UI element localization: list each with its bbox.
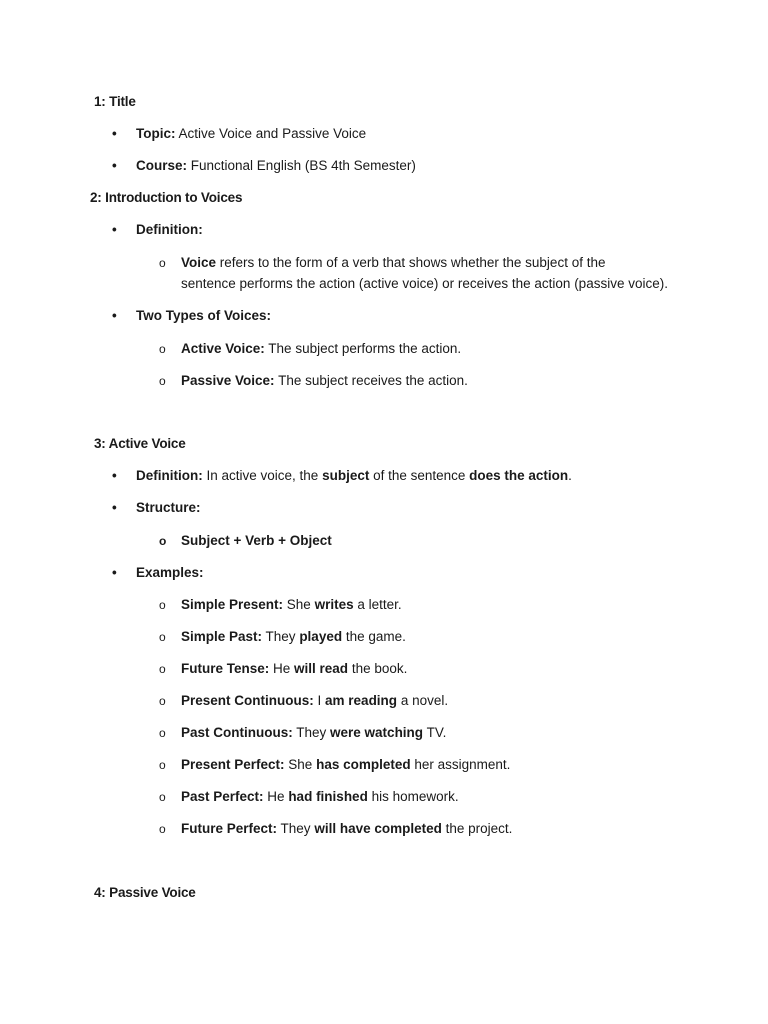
- example-label: Past Perfect:: [181, 789, 264, 804]
- example-verb: will have completed: [314, 821, 442, 836]
- example-pre: I: [313, 693, 326, 708]
- example-verb: played: [299, 629, 343, 644]
- topic-label: Topic:: [136, 126, 176, 141]
- example-verb: will read: [294, 661, 349, 676]
- voice-definition-line-2: sentence performs the action (active voice) or receives the action (passive voice).: [181, 276, 668, 291]
- example-pre: They: [262, 629, 300, 644]
- example-item: [181, 596, 402, 614]
- example-verb: has completed: [316, 757, 411, 772]
- active-definition-text-3: .: [568, 468, 572, 483]
- active-voice-text: The subject performs the action.: [264, 341, 462, 356]
- structure-label: • Structure:: [136, 499, 201, 517]
- example-label: Present Perfect:: [181, 757, 285, 772]
- active-voice-label: Active Voice:: [181, 341, 265, 356]
- example-item: [181, 788, 459, 806]
- example-verb: writes: [314, 597, 354, 612]
- passive-voice-label: Passive Voice:: [181, 373, 275, 388]
- example-verb: am reading: [325, 693, 398, 708]
- example-item: [181, 756, 510, 774]
- topic-text: Active Voice and Passive Voice: [175, 126, 367, 141]
- example-label: Present Continuous:: [181, 693, 314, 708]
- example-label: Simple Past:: [181, 629, 263, 644]
- active-voice-item: [181, 340, 461, 358]
- example-post: her assignment.: [410, 757, 511, 772]
- example-post: the project.: [441, 821, 513, 836]
- example-pre: She: [284, 757, 317, 772]
- example-item: [181, 724, 446, 742]
- example-label: Future Tense:: [181, 661, 270, 676]
- example-label: Simple Present:: [181, 597, 284, 612]
- passive-voice-text: The subject receives the action.: [274, 373, 468, 388]
- example-item: [181, 692, 448, 710]
- section-3-heading: 3: Active Voice: [94, 436, 186, 451]
- example-post: a novel.: [397, 693, 449, 708]
- section-4-heading: 4: Passive Voice: [94, 885, 196, 900]
- active-definition-bold-2: does the action: [469, 468, 569, 483]
- active-definition-text-1: In active voice, the: [202, 468, 323, 483]
- example-label: Past Continuous:: [181, 725, 293, 740]
- example-verb: had finished: [288, 789, 368, 804]
- example-post: TV.: [423, 725, 447, 740]
- course-text: Functional English (BS 4th Semester): [187, 158, 416, 173]
- section-2-heading: 2: Introduction to Voices: [90, 190, 243, 205]
- example-pre: They: [277, 821, 315, 836]
- section-1-heading: 1: Title: [94, 94, 136, 109]
- example-label: Future Perfect:: [181, 821, 278, 836]
- example-item: [181, 820, 512, 838]
- examples-label: • Examples:: [136, 564, 204, 582]
- example-post: his homework.: [367, 789, 459, 804]
- example-post: the game.: [342, 629, 406, 644]
- topic-item: [136, 125, 366, 143]
- voice-definition-line-1: [181, 254, 605, 272]
- example-post: the book.: [348, 661, 408, 676]
- structure-formula: o Subject + Verb + Object: [181, 532, 332, 550]
- example-post: a letter.: [353, 597, 402, 612]
- passive-voice-item: [181, 372, 468, 390]
- course-item: [136, 157, 416, 175]
- example-pre: They: [292, 725, 331, 740]
- active-definition-bold-1: subject: [322, 468, 370, 483]
- types-label: • Two Types of Voices:: [136, 307, 271, 325]
- example-verb: were watching: [330, 725, 424, 740]
- example-pre: He: [263, 789, 289, 804]
- example-pre: He: [269, 661, 295, 676]
- example-pre: She: [283, 597, 315, 612]
- active-definition-item: [136, 467, 572, 485]
- voice-text-1: refers to the form of a verb that shows whether the subject of the: [216, 255, 606, 270]
- course-label: Course:: [136, 158, 188, 173]
- example-item: [181, 628, 406, 646]
- definition-label: • Definition:: [136, 221, 203, 239]
- example-item: [181, 660, 407, 678]
- active-definition-text-2: of the sentence: [369, 468, 470, 483]
- voice-word: Voice: [181, 255, 217, 270]
- active-definition-label: Definition:: [136, 468, 203, 483]
